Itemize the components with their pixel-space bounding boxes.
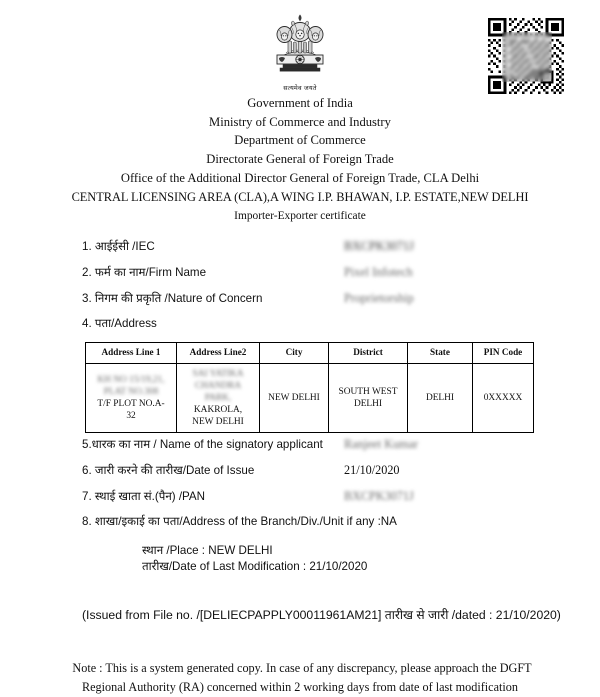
field-label-date-of-issue: 6. जारी करने की तारीख/Date of Issue [82, 463, 255, 477]
field-label-signatory: 5.धारक का नाम / Name of the signatory applicant [82, 437, 323, 451]
col-header-pin-code: PIN Code [473, 342, 534, 363]
table-row [86, 363, 534, 432]
field-row-date-of-issue [82, 463, 600, 478]
cell-city: NEW DELHI [260, 363, 329, 432]
qr-code-icon [488, 18, 564, 94]
header-line-directorate: Directorate General of Foreign Trade [206, 152, 394, 167]
field-row-branch-address [82, 515, 600, 529]
field-label-nature-of-concern: 3. निगम की प्रकृति /Nature of Concern [82, 292, 263, 306]
cell-state: DELHI [408, 363, 473, 432]
last-modification-line: तारीख/Date of Last Modification : 21/10/2020 [142, 560, 368, 574]
col-header-address-line-1: Address Line 1 [86, 342, 177, 363]
place-block [142, 543, 600, 577]
field-label-iec: 1. आईईसी /IEC [82, 240, 155, 254]
cell-address-line-1-redacted-1: PLAT NO.308 [103, 386, 159, 397]
fields-upper [82, 239, 600, 331]
state-emblem-of-india-icon [266, 8, 334, 82]
field-value-signatory: Ranjeet Kumar [344, 436, 419, 451]
place-line: स्थान /Place : NEW DELHI [142, 543, 273, 557]
field-value-firm-name: Pixel Infotech [344, 265, 413, 280]
field-value-nature-of-concern: Proprietorship [344, 291, 414, 306]
footer-note-line-1: Note : This is a system generated copy. In case of any discrepancy, please approach the DGFT [72, 661, 532, 676]
col-header-district: District [329, 342, 408, 363]
page-title: Importer-Exporter certificate [234, 210, 366, 223]
field-label-address: 4. पता/Address [82, 317, 157, 331]
col-header-city: City [260, 342, 329, 363]
cell-address-line-1-clear-1: 32 [126, 410, 136, 421]
header-line-address: CENTRAL LICENSING AREA (CLA),A WING I.P. BHAWAN, I.P. ESTATE,NEW DELHI [71, 189, 529, 204]
cell-address-line-2-clear-1: NEW DELHI [192, 417, 244, 427]
issued-from-file-line: (Issued from File no. /[DELIECPAPPLY00011961AM21] तारीख से जारी /dated : 21/10/2020) [82, 608, 561, 623]
field-value-iec: BXCPK3071J [344, 239, 414, 254]
header-line-ministry: Ministry of Commerce and Industry [209, 114, 391, 129]
field-row-address [82, 317, 600, 331]
field-row-pan [82, 489, 600, 504]
table-header-row [86, 342, 534, 363]
footer-note [0, 659, 600, 697]
col-header-address-line-2: Address Line2 [177, 342, 260, 363]
cell-address-line-2-clear-0: KAKROLA, [193, 404, 243, 415]
field-value-date-of-issue: 21/10/2020 [344, 462, 400, 477]
document-top-band [0, 0, 600, 96]
cell-address-line-2-redacted-2: PARK, [204, 392, 232, 403]
qr-code [488, 18, 564, 94]
address-table [85, 342, 534, 433]
cell-address-line-1-redacted-0: KH NO 15/19,21, [97, 374, 165, 385]
field-row-signatory [82, 437, 600, 452]
cell-pin-code: 0XXXXX [473, 363, 534, 432]
cell-address-line-2-redacted-0: SAI YATIKA [192, 368, 244, 379]
cell-district: SOUTH WEST DELHI [329, 363, 408, 432]
header-line-office: Office of the Additional Director General of Foreign Trade, CLA Delhi [120, 170, 480, 185]
field-row-iec [82, 239, 600, 254]
field-row-nature-of-concern [82, 291, 600, 306]
cell-address-line-2-redacted-1: CHANDRA [194, 380, 242, 391]
cell-address-line-1-clear-0: T/F PLOT NO.A- [97, 398, 165, 409]
document-header [0, 94, 600, 225]
cell-address-line-2 [177, 363, 260, 432]
field-label-branch-address: 8. शाखा/इकाई का पता/Address of the Branch/Div./Unit if any :NA [82, 514, 397, 528]
fields-lower [82, 437, 600, 529]
field-label-firm-name: 2. फर्म का नाम/Firm Name [82, 266, 207, 280]
field-value-pan: BXCPK3071J [344, 488, 414, 503]
cell-address-line-1 [86, 363, 177, 432]
emblem-motto: सत्यमेव जयते [283, 85, 317, 92]
header-line-department: Department of Commerce [234, 133, 366, 148]
field-label-pan: 7. स्थाई खाता सं.(पैन) /PAN [82, 489, 206, 503]
footer-note-line-2: Regional Authority (RA) concerned within 2 working days from date of last modification [82, 680, 518, 695]
header-line-government: Government of India [247, 96, 353, 110]
field-row-firm-name [82, 265, 600, 280]
col-header-state: State [408, 342, 473, 363]
